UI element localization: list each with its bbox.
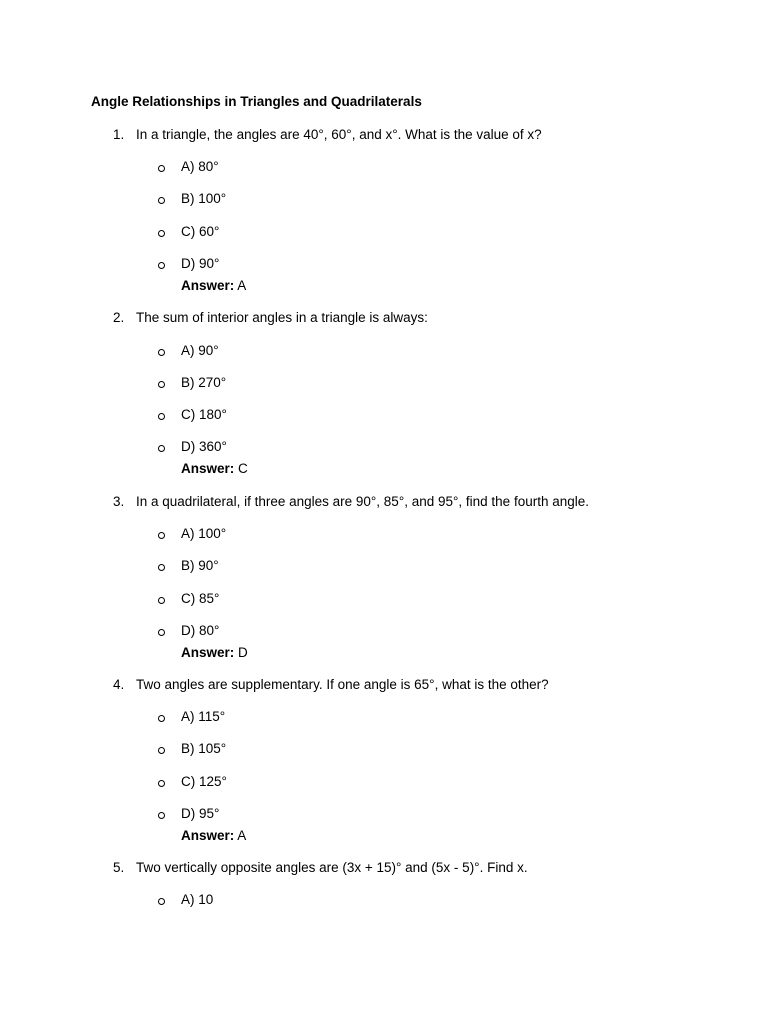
answer-value: D (238, 645, 248, 660)
answer-line (181, 461, 248, 476)
question-text: In a quadrilateral, if three angles are 90°, 85°, and 95°, find the fourth angle. (136, 494, 589, 509)
circle-bullet-icon (158, 747, 165, 754)
question-number: 3. (113, 494, 125, 509)
question-number: 2. (113, 310, 125, 325)
option-text: C) 85° (181, 591, 220, 606)
answer-option (0, 741, 768, 759)
answer-option (0, 526, 768, 544)
circle-bullet-icon (158, 564, 165, 571)
option-text: B) 105° (181, 741, 227, 756)
circle-bullet-icon (158, 629, 165, 636)
question-text: Two vertically opposite angles are (3x + 15)° and (5x - 5)°. Find x. (136, 860, 528, 875)
option-text: A) 10 (181, 892, 214, 907)
question-number: 5. (113, 860, 125, 875)
option-text: B) 90° (181, 558, 219, 573)
answer-label: Answer: (181, 278, 235, 293)
circle-bullet-icon (158, 165, 165, 172)
circle-bullet-icon (158, 780, 165, 787)
option-text: D) 95° (181, 806, 220, 821)
answer-option (0, 343, 768, 361)
option-text: D) 360° (181, 439, 227, 454)
answer-option (0, 256, 768, 274)
circle-bullet-icon (158, 597, 165, 604)
option-text: C) 180° (181, 407, 227, 422)
answer-option (0, 774, 768, 792)
answer-option (0, 709, 768, 727)
answer-option (0, 439, 768, 457)
answer-label: Answer: (181, 461, 235, 476)
circle-bullet-icon (158, 898, 165, 905)
answer-label: Answer: (181, 645, 235, 660)
question-text: The sum of interior angles in a triangle is always: (136, 310, 428, 325)
answer-label: Answer: (181, 828, 235, 843)
answer-line (181, 645, 248, 660)
answer-option (0, 224, 768, 242)
option-text: A) 100° (181, 526, 227, 541)
option-text: A) 115° (181, 709, 226, 724)
document-title: Angle Relationships in Triangles and Quadrilaterals (91, 94, 422, 109)
circle-bullet-icon (158, 532, 165, 539)
circle-bullet-icon (158, 262, 165, 269)
answer-option (0, 591, 768, 609)
circle-bullet-icon (158, 381, 165, 388)
option-text: A) 80° (181, 159, 219, 174)
question-number: 1. (113, 127, 125, 142)
option-text: C) 125° (181, 774, 227, 789)
circle-bullet-icon (158, 812, 165, 819)
answer-option (0, 806, 768, 824)
option-text: D) 80° (181, 623, 220, 638)
option-text: D) 90° (181, 256, 220, 271)
answer-value: C (238, 461, 248, 476)
circle-bullet-icon (158, 715, 165, 722)
option-text: B) 100° (181, 191, 227, 206)
circle-bullet-icon (158, 445, 165, 452)
answer-line (181, 828, 246, 843)
answer-option (0, 407, 768, 425)
answer-value: A (237, 278, 247, 293)
circle-bullet-icon (158, 197, 165, 204)
answer-option (0, 159, 768, 177)
answer-option (0, 375, 768, 393)
answer-line (181, 278, 246, 293)
answer-option (0, 191, 768, 209)
question-text: Two angles are supplementary. If one angle is 65°, what is the other? (136, 677, 549, 692)
question-text: In a triangle, the angles are 40°, 60°, and x°. What is the value of x? (136, 127, 542, 142)
answer-option (0, 558, 768, 576)
answer-option (0, 623, 768, 641)
answer-value: A (237, 828, 247, 843)
answer-option (0, 892, 768, 910)
circle-bullet-icon (158, 413, 165, 420)
option-text: B) 270° (181, 375, 227, 390)
circle-bullet-icon (158, 349, 165, 356)
option-text: C) 60° (181, 224, 220, 239)
circle-bullet-icon (158, 230, 165, 237)
option-text: A) 90° (181, 343, 219, 358)
question-number: 4. (113, 677, 125, 692)
